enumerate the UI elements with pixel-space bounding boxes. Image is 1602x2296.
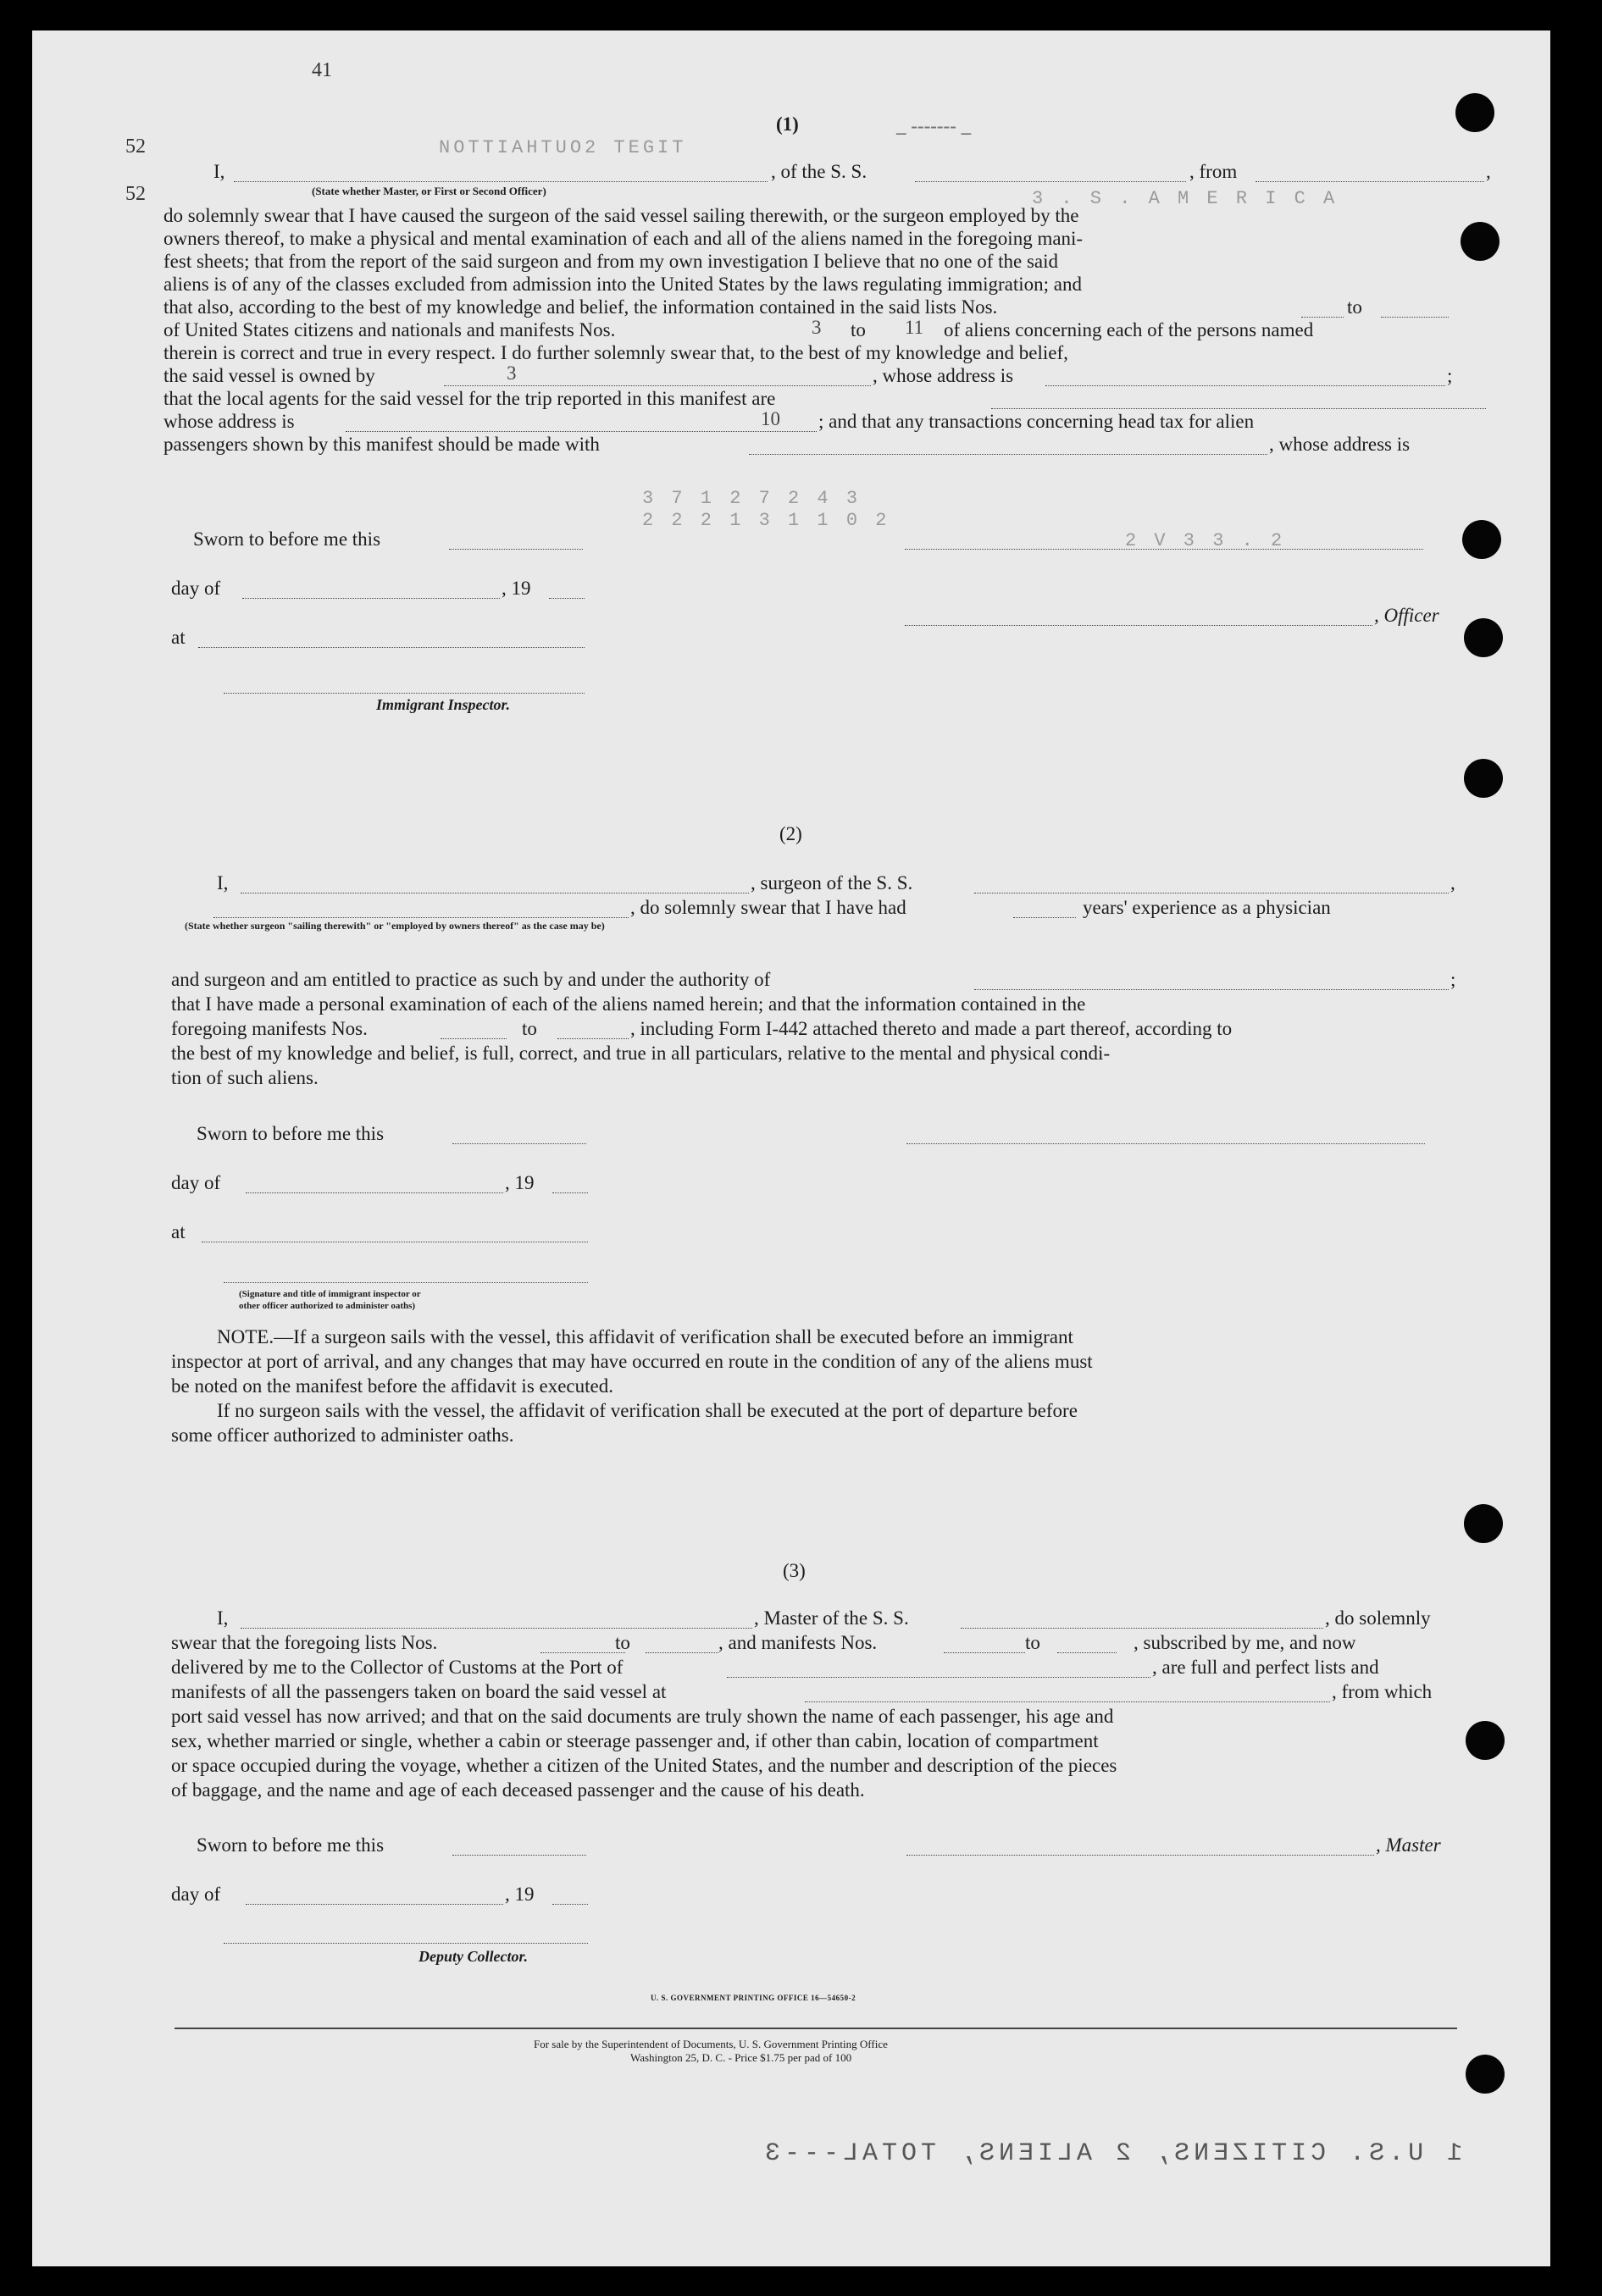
form-text: ; xyxy=(1447,365,1453,386)
section-heading: (3) xyxy=(783,1560,806,1581)
sworn-date-field[interactable] xyxy=(452,1143,586,1144)
list-to-field[interactable] xyxy=(1381,317,1449,318)
bleed-through-text: 2 2 2 1 3 1 1 0 2 xyxy=(642,510,890,531)
section-heading: (2) xyxy=(779,823,802,844)
punch-hole-icon xyxy=(1464,759,1503,798)
bleed-through-text: 3 . S . A M E R I C A xyxy=(1032,188,1339,209)
paragraph-line: therein is correct and true in every respect. I do further solemnly swear that, to the best of my knowledge and belief, xyxy=(164,342,1068,363)
handwritten-owner: 3 xyxy=(507,362,517,384)
surgeon-name-field[interactable] xyxy=(241,893,749,894)
margin-note: 52 xyxy=(125,136,146,158)
form-text: , subscribed by me, and now xyxy=(1134,1632,1356,1653)
form-text: , are full and perfect lists and xyxy=(1152,1657,1379,1678)
deputy-signature-field[interactable] xyxy=(224,1943,588,1944)
master-name-field[interactable] xyxy=(241,1628,752,1629)
master-signature-field[interactable] xyxy=(906,1855,1374,1856)
officer-signature-field[interactable] xyxy=(905,625,1372,626)
paragraph-line: passengers shown by this manifest should be made with xyxy=(164,434,600,455)
form-text: , of the S. S. xyxy=(771,161,868,182)
bleed-through-text: NOTTIAHTUO2 TEGIT xyxy=(439,137,687,158)
form-text: ; and that any transactions concerning head tax for alien xyxy=(818,411,1255,432)
list-from-field[interactable] xyxy=(540,1652,625,1653)
vessel-name-field[interactable] xyxy=(915,181,1186,182)
form-text: ; xyxy=(1450,969,1456,990)
owner-field[interactable] xyxy=(444,385,871,386)
punch-hole-icon xyxy=(1464,1504,1503,1543)
form-text: , do solemnly xyxy=(1325,1607,1431,1629)
punch-hole-icon xyxy=(1466,1721,1505,1760)
signature-caption: other officer authorized to administer oaths) xyxy=(239,1301,416,1311)
master-vessel-field[interactable] xyxy=(961,1628,1323,1629)
paragraph-line: that the local agents for the said vessel for the trip reported in this manifest are xyxy=(164,388,776,409)
form-text: to xyxy=(1347,296,1362,318)
year-label: , 19 xyxy=(505,1172,535,1193)
inspector-signature-field[interactable] xyxy=(224,1282,588,1283)
margin-number: 41 xyxy=(312,59,332,81)
section-heading: (1) xyxy=(776,113,799,135)
surgeon-signature-field[interactable] xyxy=(906,1143,1425,1144)
signature-line[interactable] xyxy=(905,549,1423,550)
paragraph-line: whose address is xyxy=(164,411,295,432)
paragraph-line: or space occupied during the voyage, whether a citizen of the United States, and the number and description of the pieces xyxy=(171,1755,1117,1776)
paragraph-line: that also, according to the best of my knowledge and belief, the information contained in the said lists Nos. xyxy=(164,296,998,318)
sale-notice: Washington 25, D. C. - Price $1.75 per pad of 100 xyxy=(630,2051,852,2064)
master-label: , Master xyxy=(1376,1834,1441,1856)
paragraph-line: foregoing manifests Nos. xyxy=(171,1018,368,1039)
form-text: , xyxy=(1450,872,1455,894)
at-label: at xyxy=(171,1221,186,1242)
years-experience-field[interactable] xyxy=(1013,917,1076,918)
paragraph-line: of baggage, and the name and age of each deceased passenger and the cause of his death. xyxy=(171,1779,865,1801)
local-agents-field[interactable] xyxy=(991,408,1486,409)
note-text: inspector at port of arrival, and any changes that may have occurred en route in the condition of any of the aliens must xyxy=(171,1351,1093,1372)
year-field[interactable] xyxy=(552,1904,588,1905)
boarding-port-field[interactable] xyxy=(805,1701,1330,1702)
port-field[interactable] xyxy=(727,1677,1150,1678)
punch-hole-icon xyxy=(1455,93,1494,132)
footer-rule xyxy=(175,2028,1457,2029)
bleed-through-text: 3 7 1 2 7 2 4 3 xyxy=(642,488,862,509)
form-text: to xyxy=(851,319,866,340)
paragraph-line: port said vessel has now arrived; and that on the said documents are truly shown the name of each passenger, his age and xyxy=(171,1706,1114,1727)
list-to-field[interactable] xyxy=(646,1652,718,1653)
port-from-field[interactable] xyxy=(1256,181,1484,182)
handwritten-address: 10 xyxy=(761,408,780,429)
year-label: , 19 xyxy=(502,578,531,599)
inspector-label: Immigrant Inspector. xyxy=(376,696,511,713)
sworn-date-field[interactable] xyxy=(449,549,583,550)
form-text: to xyxy=(615,1632,630,1653)
signature-caption: (Signature and title of immigrant inspector or xyxy=(239,1289,421,1299)
paragraph-line: aliens is of any of the classes excluded from admission into the United States by the laws regulating immigration; and xyxy=(164,274,1082,295)
header-stamp: _ ------- _ xyxy=(896,115,972,136)
sworn-date-field[interactable] xyxy=(452,1855,586,1856)
paragraph-line: that I have made a personal examination of each of the aliens named herein; and that the information contained in the xyxy=(171,993,1086,1015)
day-of-label: day of xyxy=(171,1172,221,1193)
manifest-to-field[interactable] xyxy=(557,1038,629,1039)
form-text: , whose address is xyxy=(1269,434,1411,455)
sworn-label: Sworn to before me this xyxy=(197,1123,385,1144)
form-text: , whose address is xyxy=(873,365,1014,386)
punch-hole-icon xyxy=(1464,618,1503,657)
paragraph-line: of United States citizens and nationals and manifests Nos. xyxy=(164,319,616,340)
printing-office-line: U. S. GOVERNMENT PRINTING OFFICE 16—54650-2 xyxy=(651,1994,856,2002)
form-text: , surgeon of the S. S. xyxy=(751,872,913,894)
form-text: to xyxy=(1025,1632,1040,1653)
form-text: of aliens concerning each of the persons named xyxy=(944,319,1314,340)
paragraph-line: fest sheets; that from the report of the said surgeon and from my own investigation I believe that no one of the said xyxy=(164,251,1059,272)
owner-address-field[interactable] xyxy=(1045,385,1445,386)
form-text: , do solemnly swear that I have had xyxy=(630,897,906,918)
bottom-stamp: 1 U.S. CITIZENS, 2 ALIENS, TOTAL---3 xyxy=(761,2139,1463,2168)
agent-address-field[interactable] xyxy=(346,431,817,432)
paragraph-line: the said vessel is owned by xyxy=(164,365,375,386)
surgeon-status-field[interactable] xyxy=(213,917,629,918)
paragraph-line: and surgeon and am entitled to practice as such by and under the authority of xyxy=(171,969,771,990)
deputy-label: Deputy Collector. xyxy=(419,1948,528,1965)
day-field[interactable] xyxy=(246,1192,503,1193)
paragraph-line: swear that the foregoing lists Nos. xyxy=(171,1632,438,1653)
form-text: years' experience as a physician xyxy=(1083,897,1331,918)
officer-label: , Officer xyxy=(1374,605,1439,626)
punch-hole-icon xyxy=(1462,520,1501,559)
field-caption: (State whether Master, or First or Second Officer) xyxy=(312,185,546,197)
sworn-label: Sworn to before me this xyxy=(197,1834,385,1856)
authority-field[interactable] xyxy=(974,989,1449,990)
document-page xyxy=(32,30,1550,2266)
head-tax-contact-field[interactable] xyxy=(749,454,1267,455)
handwritten-manifest-to: 11 xyxy=(905,317,924,338)
list-from-field[interactable] xyxy=(1301,317,1344,318)
day-of-label: day of xyxy=(171,1884,221,1905)
day-of-label: day of xyxy=(171,578,221,599)
handwritten-manifest-from: 3 xyxy=(812,317,822,338)
paragraph-line: owners thereof, to make a physical and mental examination of each and all of the aliens named in the foregoing mani- xyxy=(164,228,1084,249)
inspector-signature-field[interactable] xyxy=(224,693,585,694)
field-caption: (State whether surgeon "sailing therewith" or "employed by owners thereof" as the case may be) xyxy=(185,920,605,932)
form-text: , Master of the S. S. xyxy=(754,1607,909,1629)
paragraph-line: manifests of all the passengers taken on board the said vessel at xyxy=(171,1681,667,1702)
paragraph-line: tion of such aliens. xyxy=(171,1067,319,1088)
form-text: , including Form I-442 attached thereto and made a part thereof, according to xyxy=(630,1018,1233,1039)
form-text: I, xyxy=(217,872,229,894)
note-text: be noted on the manifest before the affidavit is executed. xyxy=(171,1375,613,1397)
note-text: If no surgeon sails with the vessel, the affidavit of verification shall be executed at the port of departure before xyxy=(217,1400,1078,1421)
note-paragraph xyxy=(217,1326,1073,1348)
paragraph-line: sex, whether married or single, whether a cabin or steerage passenger and, if other than cabin, location of compartment xyxy=(171,1730,1099,1751)
year-field[interactable] xyxy=(552,1192,588,1193)
sworn-label: Sworn to before me this xyxy=(193,528,381,550)
year-field[interactable] xyxy=(549,598,585,599)
paragraph-line: the best of my knowledge and belief, is full, correct, and true in all particulars, relative to the mental and physical condi- xyxy=(171,1043,1111,1064)
manifest-from-field[interactable] xyxy=(944,1652,1025,1653)
form-text: , from which xyxy=(1332,1681,1433,1702)
manifest-from-field[interactable] xyxy=(441,1038,507,1039)
form-text: , xyxy=(1486,161,1491,182)
officer-title-field[interactable] xyxy=(234,181,768,182)
manifest-to-field[interactable] xyxy=(1057,1652,1117,1653)
note-text: —If a surgeon sails with the vessel, this affidavit of verification shall be executed before an immigrant xyxy=(274,1326,1073,1347)
year-label: , 19 xyxy=(505,1884,535,1905)
punch-hole-icon xyxy=(1466,2055,1505,2094)
form-text: I, xyxy=(217,1607,229,1629)
bleed-through-text: 2 V 3 3 . 2 xyxy=(1125,530,1286,551)
sale-notice: For sale by the Superintendent of Documents, U. S. Government Printing Office xyxy=(534,2038,888,2050)
place-field[interactable] xyxy=(198,647,585,648)
form-text: , and manifests Nos. xyxy=(718,1632,878,1653)
day-field[interactable] xyxy=(246,1904,503,1905)
form-text: I, xyxy=(213,161,225,182)
at-label: at xyxy=(171,627,186,648)
paragraph-line: delivered by me to the Collector of Customs at the Port of xyxy=(171,1657,624,1678)
note-text: some officer authorized to administer oaths. xyxy=(171,1425,514,1446)
day-field[interactable] xyxy=(242,598,500,599)
margin-note: 52 xyxy=(125,183,146,205)
form-text: , from xyxy=(1189,161,1238,182)
note-label: NOTE. xyxy=(217,1326,274,1347)
surgeon-vessel-field[interactable] xyxy=(974,893,1449,894)
form-text: to xyxy=(522,1018,537,1039)
paragraph-line: do solemnly swear that I have caused the surgeon of the said vessel sailing therewith, or the surgeon employed by the xyxy=(164,205,1079,226)
